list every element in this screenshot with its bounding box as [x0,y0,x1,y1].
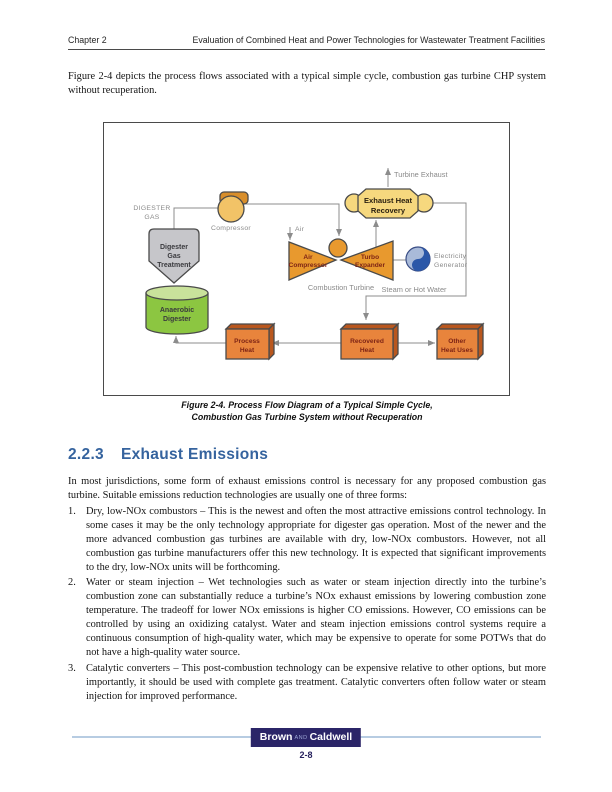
figure-2-4 [103,122,510,396]
header-rule [68,49,545,50]
process-heat-label-line1: Process [234,338,260,345]
other-heat-side [478,324,483,359]
recovered-heat-label-line2: Heat [359,347,375,354]
intro-paragraph: Figure 2-4 depicts the process flows associated with a typical simple cycle, combustion gas turbine CHP system without recuperation. [68,71,546,97]
digester-gas-label-line1: DIGESTER [133,205,171,212]
compressor-body [218,196,244,222]
turbo-expander-label-line2: Expander [354,262,386,269]
logo-and: AND [294,734,308,741]
recovered-heat-label-line1: Recovered [350,338,384,345]
list-item-number: 3. [68,662,76,674]
section-number: 2.2.3 [68,446,104,463]
body-paragraph: In most jurisdictions, some form of exhaust emissions control is necessary for any proposed combustion gas turbine. Suitable emissions reduction technologies are usually one of three forms: [68,476,546,502]
anaerobic-label-line2: Digester [162,316,192,323]
air-label: Air [295,226,305,233]
treatment-label-line2: Gas [167,253,181,260]
recovered-heat-side [393,324,398,359]
figure-caption-line1: Figure 2-4. Process Flow Diagram of a Typical Simple Cycle, [181,400,433,410]
process-flow-diagram [104,123,509,395]
list-item [68,505,546,575]
other-heat-label-line1: Other [448,338,466,345]
section-title: Exhaust Emissions [120,446,269,463]
compressor-label: Compressor [210,225,252,232]
treatment-label-line3: Treatment [157,262,191,269]
air-compressor-label-line2: Compressor [288,262,328,269]
turbo-expander-label-line1: Turbo [360,254,380,261]
combustion-turbine-label: Combustion Turbine [307,283,375,292]
turbine-exhaust-label: Turbine Exhaust [394,170,448,179]
list-item-text: Catalytic converters – This post-combustion technology can be expensive relative to other options, but more importantly, it should be used with complete gas treatment. Catalytic converters often follow water or steam injection for improved performance. [86,662,546,702]
steam-hot-water-label: Steam or Hot Water [381,285,447,294]
generator-label-line2: Generator [434,262,468,269]
other-heat-top [437,324,483,329]
header-title: Evaluation of Combined Heat and Power Technologies for Wastewater Treatment Facilities [192,35,545,45]
figure-caption [68,400,546,423]
air-compressor-label-line1: Air [303,254,313,261]
ehr-label-line1: Exhaust Heat [363,196,413,205]
list-item [68,662,546,704]
other-heat-label-line2: Heat Uses [441,347,473,354]
process-heat-top [226,324,274,329]
page-number: 2-8 [299,750,313,760]
pipe-process-heat-to-digester [176,336,226,343]
list-item-text: Dry, low-NOx combustors – This is the newest and often the most attractive emissions control technology. In some cases it may be the only technology appropriate for digester gas operation. Most of the newer and the more advanced combustion gas turbines are available with dry, low-NOx combustors. However, not all combustion gas turbine manufacturers offer this new technology. It is expected that significant improvements to the dry, low-NOx units will be forthcoming. [86,506,546,574]
process-heat-label-line2: Heat [239,347,255,354]
pipe-compressor-to-combustor [246,204,339,236]
header-chapter: Chapter 2 [68,35,107,45]
logo-brown: Brown [259,731,293,743]
recovered-heat-top [341,324,398,329]
emissions-technology-list [68,505,546,705]
generator-label-line1: Electricity [434,253,467,260]
brown-and-caldwell-logo [251,728,361,747]
process-heat-side [269,324,274,359]
anaerobic-label-line1: Anaerobic [159,307,195,314]
ehr-label-line2: Recovery [370,206,406,215]
combustor-circle [329,239,347,257]
anaerobic-digester-top [146,286,208,300]
logo-caldwell: Caldwell [309,731,353,743]
treatment-label-line1: Digester [159,244,189,251]
list-item-number: 2. [68,577,76,589]
list-item-text: Water or steam injection – Wet technologies such as water or steam injection directly into the turbine’s combustion zone can substantially reduce a turbine’s NOx exhaust emissions by lowering combustion zone temperature. The tradeoff for lower NOx emissions is higher CO emissions. However, CO emissions can be controlled by using an oxidizing catalyst. Water and steam injection emissions control systems require a continuous consumption of high-quality water, which may be expensive to operate for some POTWs that do not have a high-quality water source. [86,577,546,659]
list-item [68,576,546,660]
list-item-number: 1. [68,506,76,517]
digester-gas-label-line2: GAS [144,214,160,221]
figure-caption-line2: Combustion Gas Turbine System without Recuperation [191,411,423,422]
section-heading [68,446,268,464]
